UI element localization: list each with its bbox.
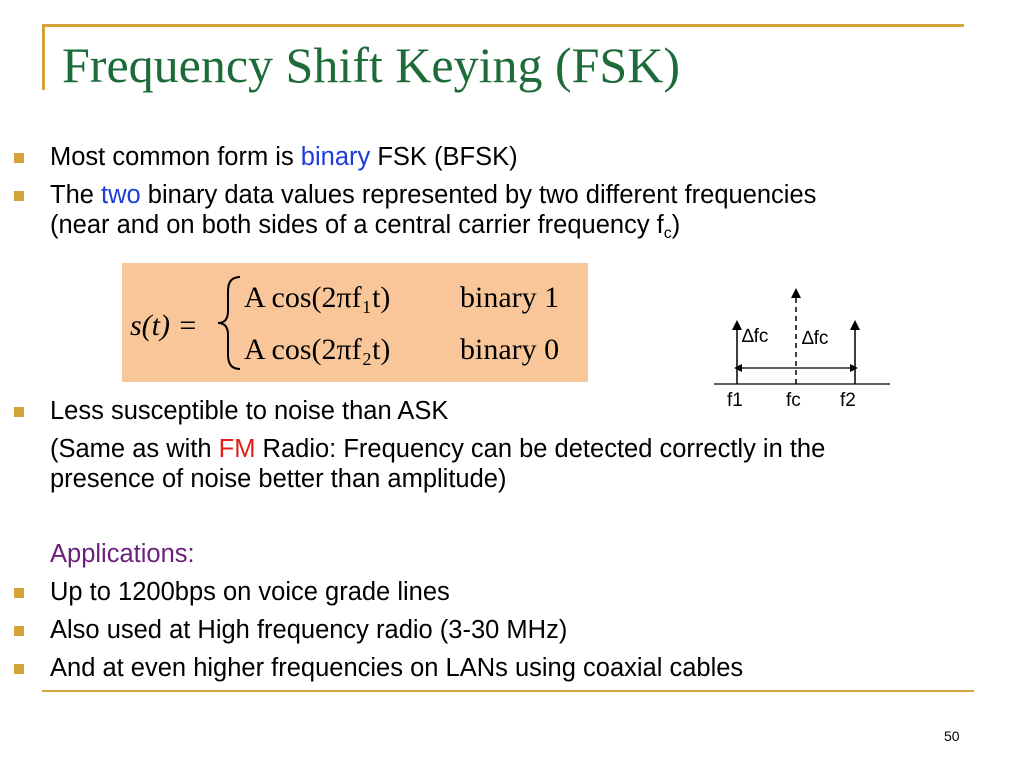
bullet-marker xyxy=(14,407,24,417)
formula-box xyxy=(122,263,588,382)
formula-row2-expr: A cos(2πf₂t) xyxy=(244,333,391,366)
bullet-marker xyxy=(14,664,24,674)
note-text: Radio: Frequency can be detected correctly in the xyxy=(255,435,826,463)
highlight-binary: binary xyxy=(300,143,371,171)
bullet-marker xyxy=(14,191,24,201)
formula-row1-expr: A cos(2πf₁t) xyxy=(244,281,391,314)
f1-arrowhead xyxy=(732,320,742,330)
delta-right-arrowhead xyxy=(850,364,858,372)
bullet-text: (near and on both sides of a central carrier frequency f xyxy=(50,211,664,239)
bullet-noise: Less susceptible to noise than ASK xyxy=(50,397,449,425)
bullet-marker xyxy=(14,153,24,163)
bullet-text: The xyxy=(50,181,102,209)
page-number: 50 xyxy=(944,728,960,744)
bullet-two-frequencies xyxy=(50,180,816,210)
frequency-diagram xyxy=(712,284,892,416)
note-text: (Same as with xyxy=(50,435,219,463)
bullet-hf-radio: Also used at High frequency radio (3-30 MHz) xyxy=(50,616,568,644)
bullet-marker xyxy=(14,588,24,598)
bullet-noise-note-line2: presence of noise better than amplitude) xyxy=(50,465,507,493)
tick-label-f2: f2 xyxy=(840,390,856,411)
formula-row1-label: binary 1 xyxy=(460,281,560,314)
bullet-marker xyxy=(14,626,24,636)
bullet-text: FSK (BFSK) xyxy=(370,143,518,171)
fc-arrowhead xyxy=(791,288,801,298)
decorative-bottom-rule xyxy=(42,690,974,692)
formula-row2-label: binary 0 xyxy=(460,333,560,366)
bullet-lans: And at even higher frequencies on LANs using coaxial cables xyxy=(50,654,744,682)
delta-left-arrowhead xyxy=(734,364,742,372)
bullet-noise-note xyxy=(50,434,825,464)
subscript-c: c xyxy=(663,225,672,242)
tick-label-fc: fc xyxy=(786,390,801,411)
slide-title: Frequency Shift Keying (FSK) xyxy=(62,37,680,93)
delta-fc-left-label: ∆fc xyxy=(742,326,769,347)
bullet-voice-grade: Up to 1200bps on voice grade lines xyxy=(50,578,450,606)
tick-label-f1: f1 xyxy=(727,390,743,411)
decorative-left-rule xyxy=(42,24,45,90)
highlight-fm: FM xyxy=(218,435,256,463)
formula-lhs: s(t) = xyxy=(130,309,198,342)
bullet-text: ) xyxy=(671,211,681,239)
f2-arrowhead xyxy=(850,320,860,330)
bullet-two-frequencies-line2 xyxy=(50,210,680,249)
delta-fc-right-label: ∆fc xyxy=(802,328,829,349)
bullet-text: binary data values represented by two different frequencies xyxy=(140,181,817,209)
bullet-text: Most common form is xyxy=(50,143,301,171)
formula-svg xyxy=(122,263,588,382)
bullet-binary-fsk xyxy=(50,142,518,172)
formula-brace xyxy=(218,277,240,369)
decorative-top-rule xyxy=(42,24,964,27)
highlight-two: two xyxy=(101,181,141,209)
applications-heading: Applications: xyxy=(50,540,195,568)
